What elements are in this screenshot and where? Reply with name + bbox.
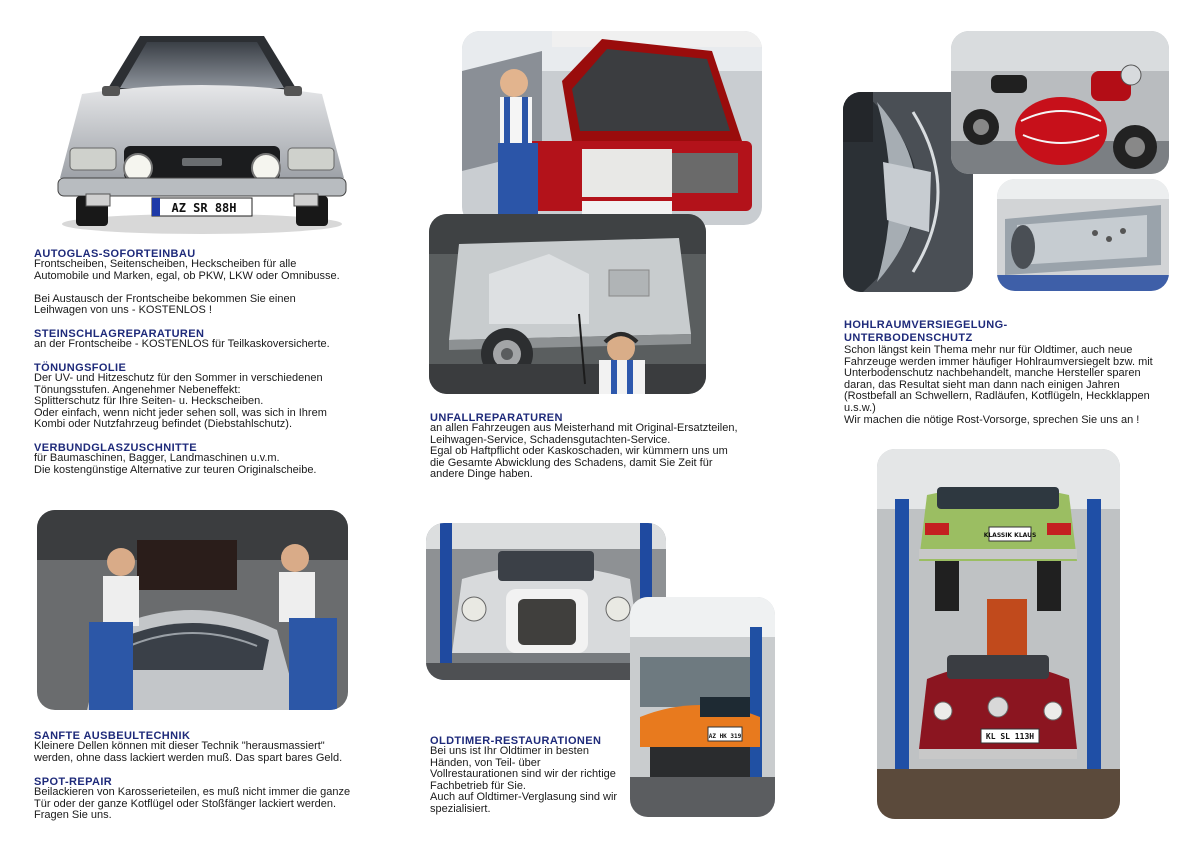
text-verbund: [34, 453, 374, 476]
text-line: Auch auf Oldtimer-Verglasung sind wir: [430, 791, 618, 804]
text-line: (Rostbefall an Schwellern, Radläufen, Kotflügeln, Heckklappen: [844, 390, 1150, 403]
text-line: Unterbodenschutz nachbehandelt, manche Hersteller sparen: [844, 367, 1141, 380]
text-line: Die kostengünstige Alternative zur teuren Originalscheibe.: [34, 463, 317, 476]
text-line: Kleinere Dellen können mit dieser Technik "herausmassiert": [34, 740, 325, 752]
green-mercedes-plate: KLASSIK KLAUS: [983, 532, 1037, 539]
text-line: u.s.w.): [844, 401, 876, 414]
text-line: Leihwagen-Service, Schadensgutachten-Service.: [430, 433, 671, 446]
text-line: spezialisiert.: [430, 802, 491, 815]
text-line: Fachbetrieb für Sie.: [430, 779, 526, 792]
photo-red-car-engine: [462, 31, 762, 225]
red-mercedes-plate: KL SL 113H: [985, 732, 1035, 741]
text-line: Egal ob Haftpflicht oder Kaskoschaden, wir kümmern uns um: [430, 445, 728, 458]
text-oldtimer: [430, 746, 628, 816]
text-ausbeul: [34, 741, 374, 764]
photo-motorcycle-sidecar: [951, 31, 1169, 174]
text-line: Der UV- und Hitzeschutz für den Sommer in verschiedenen: [34, 372, 323, 384]
photo-mercedes-on-lift: [877, 449, 1120, 819]
text-unfall: [430, 423, 780, 481]
text-line: für Baumaschinen, Bagger, Landmaschinen u.v.m.: [34, 452, 280, 464]
text-spot: [34, 787, 374, 822]
heading-autoglas: AUTOGLAS-SOFORTEINBAU: [34, 248, 196, 260]
text-line: Splitterschutz für Ihre Seiten- u. Heckscheiben.: [34, 395, 264, 408]
text-line: die Gesamte Abwicklung des Schadens, damit Sie Zeit für: [430, 456, 713, 469]
text-line: Leihwagen von uns - KOSTENLOS !: [34, 304, 212, 317]
heading-toenung: TÖNUNGSFOLIE: [34, 362, 127, 374]
photo-windshield-install: [37, 510, 348, 710]
photo-orange-car: [630, 597, 775, 817]
text-line: Wir machen die nötige Rost-Vorsorge, sprechen Sie uns an !: [844, 413, 1140, 426]
text-line: Beilackieren von Karosserieteilen, es muß nicht immer die ganze: [34, 786, 351, 798]
text-autoglas: [34, 259, 374, 317]
text-line: Kombi oder Nutzfahrzeug befindet (Diebstahlschutz).: [34, 418, 293, 431]
text-line: werden, ohne dass lackiert werden muß. Das spart bares Geld.: [34, 751, 343, 764]
text-line: Fahrzeuge werden immer häufiger Hohlraumversiegelt bzw. mit: [844, 355, 1153, 368]
text-toenung: [34, 373, 374, 431]
text-line: Tönungsstufen. Angenehmer Nebeneffekt:: [34, 383, 241, 396]
text-line: Tür oder der ganze Kotflügel oder Stoßfänger lackiert werden.: [34, 797, 337, 810]
text-hohlraum: [844, 345, 1184, 426]
text-line: daran, das Resultat sieht man dann nach einigen Jahren: [844, 378, 1120, 391]
text-line: Bei uns ist Ihr Oldtimer in besten: [430, 745, 589, 757]
text-line: an der Frontscheibe - KOSTENLOS für Teilkaskoversicherte.: [34, 338, 330, 350]
text-line: Fragen Sie uns.: [34, 809, 112, 822]
heading-ausbeul: SANFTE AUSBEULTECHNIK: [34, 730, 191, 742]
text-line: andere Dinge haben.: [430, 468, 533, 481]
text-line: Automobile und Marken, egal, ob PKW, LKW oder Omnibusse.: [34, 269, 340, 282]
photo-silver-car-underside: [429, 214, 706, 394]
photo-sill-part: [997, 179, 1169, 291]
heading-line: HOHLRAUMVERSIEGELUNG-: [844, 319, 1008, 331]
heading-steinschlag: STEINSCHLAGREPARATUREN: [34, 328, 205, 340]
text-line: Schon längst kein Thema mehr nur für Oldtimer, auch neue: [844, 344, 1133, 356]
text-steinschlag: [34, 339, 374, 351]
text-line: Oder einfach, wenn nicht jeder sehen soll, was sich in Ihrem: [34, 406, 327, 419]
heading-verbund: VERBUNDGLASZUSCHNITTE: [34, 442, 198, 454]
heading-unfall: UNFALLREPARATUREN: [430, 412, 563, 424]
opel-license-plate: AZ SR 88H: [171, 201, 237, 215]
heading-spot: SPOT-REPAIR: [34, 776, 113, 788]
text-line: Bei Austausch der Frontscheibe bekommen Sie einen: [34, 292, 296, 305]
heading-hohlraum: [844, 319, 1008, 345]
heading-line: UNTERBODENSCHUTZ: [844, 332, 973, 344]
photo-opel-front: [52, 28, 352, 238]
orange-car-license-plate: AZ HK 319: [708, 733, 742, 740]
text-line: an allen Fahrzeugen aus Meisterhand mit Original-Ersatzteilen,: [430, 422, 738, 434]
text-line: Vollrestaurationen sind wir der richtige: [430, 768, 616, 781]
heading-oldtimer: OLDTIMER-RESTAURATIONEN: [430, 735, 602, 747]
text-line: Frontscheiben, Seitenscheiben, Heckscheiben für alle: [34, 258, 297, 270]
text-line: Händen, von Teil- über: [430, 756, 541, 769]
